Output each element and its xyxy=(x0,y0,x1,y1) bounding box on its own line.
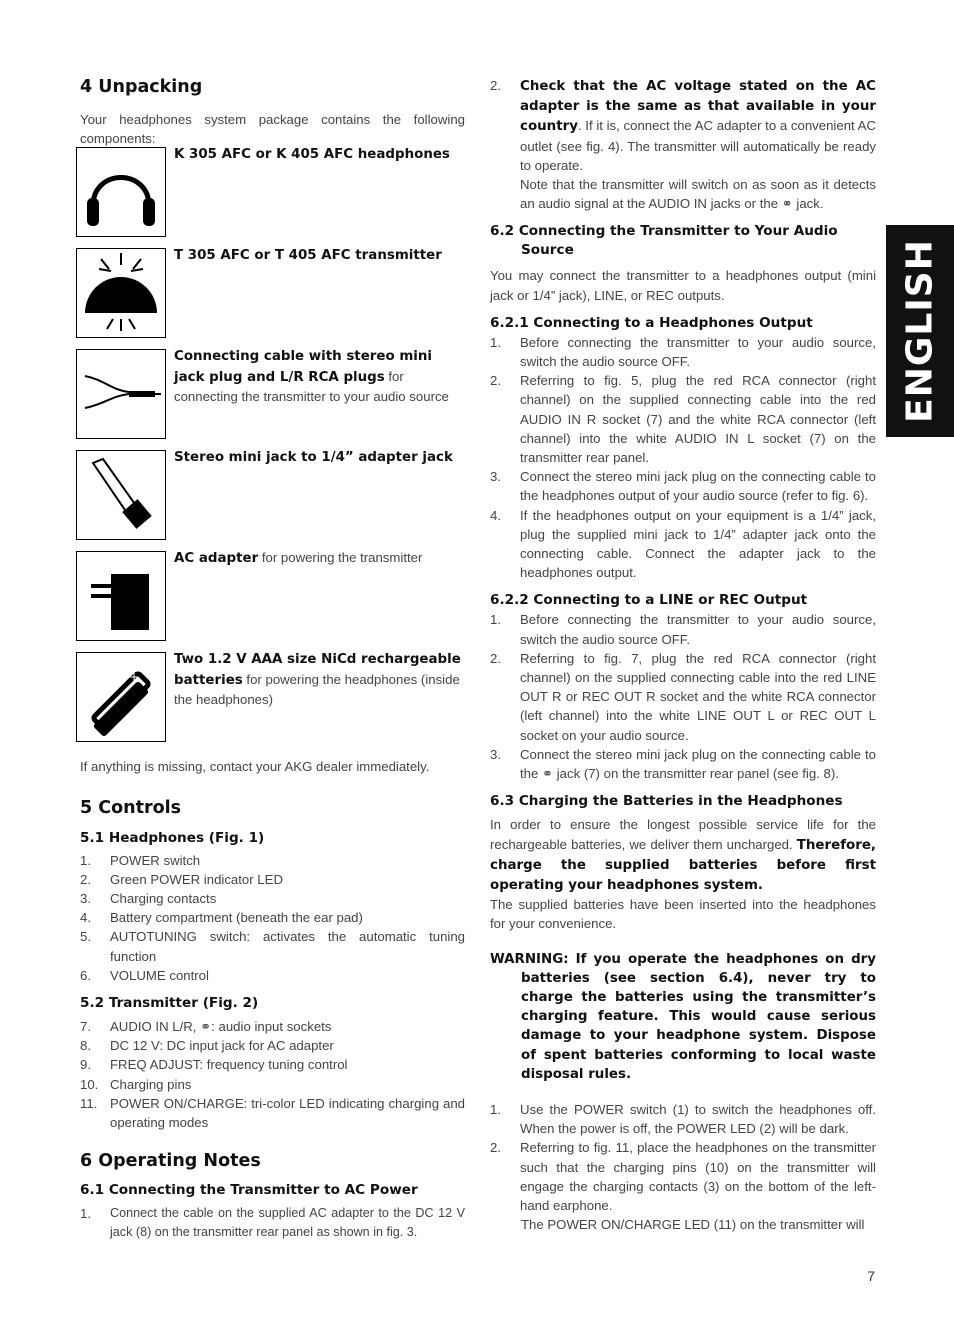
components-list xyxy=(80,147,465,753)
language-tab xyxy=(886,225,954,437)
section-6-1-continued xyxy=(490,76,876,213)
list-item: 3. Connect the stereo mini jack plug on the connecting cable to the ⚭ jack (7) on the transmitter rear panel (see fig. 8). xyxy=(490,746,876,782)
list-item: 5. AUTOTUNING switch: activates the automatic tuning function xyxy=(80,929,465,964)
section-6-3-list xyxy=(490,1100,876,1215)
list-item: 2. Referring to fig. 11, place the headphones on the transmitter such that the charging pins (10) on the transmitter will engage the charging contacts (3) on the bottom of the left-hand earphone. xyxy=(490,1140,876,1213)
list-item: 2. Referring to fig. 5, plug the red RCA connector (right channel) on the supplied connecting cable into the red AUDIO IN R socket (7) and the white RCA connector (left channel) into the white AUDIO IN L socket (7) on the transmitter rear panel. xyxy=(490,373,876,466)
section-6-1-list xyxy=(80,1204,465,1242)
section-6-1-heading: 6.1 Connecting the Transmitter to AC Power xyxy=(80,1182,418,1199)
language-tab-label: ENGLISH xyxy=(899,239,941,423)
page-number: 7 xyxy=(867,1268,875,1284)
list-item: 9. FREQ ADJUST: frequency tuning control xyxy=(80,1057,348,1073)
component-item xyxy=(80,248,465,349)
list-item: 2. Check that the AC voltage stated on the AC adapter is the same as that available in your country. If it is, connect the AC adapter to a convenient AC outlet (see fig. 4). The transmitter will automatically be ready to operate. Note that the transmitter will switch on as soon as it detects an audio signal at the AUDIO IN jacks or the ⚭ jack. xyxy=(490,78,876,212)
batteries-icon xyxy=(76,652,166,742)
component-description: T 305 AFC or T 405 AFC transmitter xyxy=(174,248,442,264)
section-6-2-2-list xyxy=(490,610,876,783)
list-item: 1. Use the POWER switch (1) to switch the headphones off. When the power is off, the POWER LED (2) will be dark. xyxy=(490,1101,876,1137)
list-item: 1. Before connecting the transmitter to your audio source, switch the audio source OFF. xyxy=(490,612,876,647)
section-6-3-text: In order to ensure the longest possible service life for the rechargeable batteries, we deliver them uncharged. Therefore, charge the supplied batteries before first operating your headphones system. The supplied batteries have been inserted into the headphones for your convenience. xyxy=(490,817,876,932)
component-description: Two 1.2 V AAA size NiCd rechargeable batteries for powering the headphones (inside the headphones) xyxy=(174,652,461,707)
section-6-2-text: You may connect the transmitter to a headphones output (mini jack or 1/4” jack), LINE, or REC outputs. xyxy=(490,268,876,303)
operating-heading: 6 Operating Notes xyxy=(80,1151,261,1172)
transmitter-icon xyxy=(76,248,166,338)
section-6-3-last: The POWER ON/CHARGE LED (11) on the transmitter will xyxy=(521,1217,865,1233)
unpacking-heading: 4 Unpacking xyxy=(80,77,203,97)
list-item: 3. Connect the stereo mini jack plug on the connecting cable to the headphones output of your audio source (refer to fig. 6). xyxy=(490,469,876,504)
list-item: 1. Before connecting the transmitter to your audio source, switch the audio source OFF. xyxy=(490,334,876,370)
list-item: 3. Charging contacts xyxy=(80,891,217,907)
component-item xyxy=(80,551,465,652)
section-6-2-2-heading: 6.2.2 Connecting to a LINE or REC Output xyxy=(490,592,808,609)
controls-heading: 5 Controls xyxy=(80,797,182,818)
list-item: 6. VOLUME control xyxy=(80,967,209,983)
list-item: 8. DC 12 V: DC input jack for AC adapter xyxy=(80,1038,334,1054)
list-item: 2. Green POWER indicator LED xyxy=(80,871,283,887)
list-item: 4. Battery compartment (beneath the ear pad) xyxy=(80,910,363,926)
warning-text: WARNING: If you operate the headphones on dry batteries (see section 6.4), never try to charge the batteries using the transmitter’s charging feature. This would cause serious damage to your headphone system. Dispose of spent batteries conforming to local waste disposal rules. xyxy=(490,951,876,1082)
list-item: 10. Charging pins xyxy=(80,1076,192,1092)
section-6-3-heading: 6.3 Charging the Batteries in the Headphones xyxy=(490,793,843,810)
svg-text:+: + xyxy=(129,670,140,685)
transmitter-controls-heading: 5.2 Transmitter (Fig. 2) xyxy=(80,995,259,1012)
right-column xyxy=(490,72,876,1234)
component-item xyxy=(80,450,465,551)
transmitter-controls-list xyxy=(80,1017,465,1132)
component-description: Stereo mini jack to 1/4” adapter jack xyxy=(174,450,453,466)
list-item: 1. Connect the cable on the supplied AC adapter to the DC 12 V jack (8) on the transmitter rear panel as shown in fig. 3. xyxy=(80,1206,465,1240)
component-description: K 305 AFC or K 405 AFC headphones xyxy=(174,147,450,163)
section-6-2-1-heading: 6.2.1 Connecting to a Headphones Output xyxy=(490,314,813,331)
list-item: 4. If the headphones output on your equipment is a 1/4” jack, plug the supplied mini jack to 1/4” adapter jack onto the connecting cable. Connect the adapter jack to the headphones output. xyxy=(490,507,876,581)
unpacking-intro: Your headphones system package contains the following components: xyxy=(80,112,465,147)
list-item: 1. POWER switch xyxy=(80,852,201,868)
left-column xyxy=(80,72,465,1243)
transmitter-note: Note that the transmitter will switch on as soon as it detects an audio signal at the AUDIO IN jacks or the ⚭ jack. xyxy=(520,177,876,212)
component-description: AC adapter for powering the transmitter xyxy=(174,550,423,567)
headphones-controls-list xyxy=(80,851,465,985)
component-item xyxy=(80,349,465,450)
section-6-2-heading: 6.2 Connecting the Transmitter to Your Audio Source xyxy=(490,223,838,259)
section-6-2-1-list xyxy=(490,333,876,583)
list-item: 7. AUDIO IN L/R, ⚭: audio input sockets xyxy=(80,1019,332,1035)
headphones-icon xyxy=(76,147,166,237)
list-item: 2. Referring to fig. 7, plug the red RCA connector (right channel) on the supplied connecting cable into the red LINE OUT R or REC OUT R socket and the white RCA connector (left channel) into the white LINE OUT L or REC OUT L socket on your audio source. xyxy=(490,650,876,743)
ac-adapter-icon xyxy=(76,551,166,641)
component-item xyxy=(80,147,465,248)
adapter-jack-icon xyxy=(76,450,166,540)
component-item xyxy=(80,652,465,753)
headphones-controls-heading: 5.1 Headphones (Fig. 1) xyxy=(80,829,265,846)
missing-note: If anything is missing, contact your AKG dealer immediately. xyxy=(80,759,430,775)
list-item: 11. POWER ON/CHARGE: tri-color LED indicating charging and operating modes xyxy=(80,1095,465,1131)
component-description: Connecting cable with stereo mini jack plug and L/R RCA plugs for connecting the transmitter to your audio source xyxy=(174,349,449,404)
cable-icon xyxy=(76,349,166,439)
